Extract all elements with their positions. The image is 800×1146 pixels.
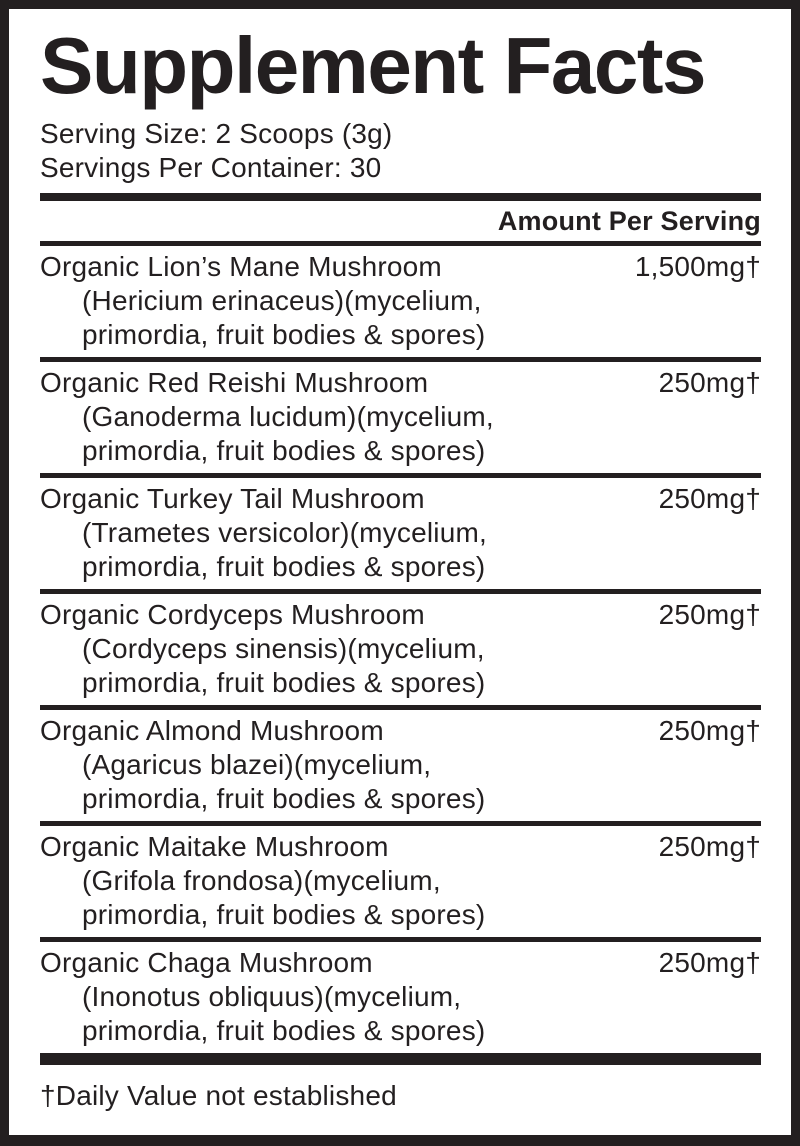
panel-title: Supplement Facts: [40, 21, 706, 110]
ingredient-name: Organic Turkey Tail Mushroom: [40, 483, 425, 515]
divider-thick-bottom: [40, 1053, 761, 1065]
ingredient-amount: 250mg†: [658, 367, 761, 399]
ingredient-name: Organic Cordyceps Mushroom: [40, 599, 425, 631]
ingredient-amount: 250mg†: [658, 831, 761, 863]
ingredient-name: Organic Red Reishi Mushroom: [40, 367, 429, 399]
ingredient-row-head: [40, 598, 761, 632]
ingredient-row: [40, 826, 761, 937]
ingredient-row: [40, 478, 761, 589]
ingredient-detail-line: primordia, fruit bodies & spores): [82, 435, 486, 467]
ingredient-detail-line: (Cordyceps sinensis)(mycelium,: [82, 633, 485, 665]
ingredient-detail-line: primordia, fruit bodies & spores): [82, 899, 486, 931]
ingredient-row-head: [40, 366, 761, 400]
amount-per-serving-header: Amount Per Serving: [497, 206, 761, 237]
ingredient-detail-line: primordia, fruit bodies & spores): [82, 783, 486, 815]
ingredient-row: [40, 942, 761, 1053]
ingredient-detail-line: (Hericium erinaceus)(mycelium,: [82, 285, 482, 317]
ingredient-amount: 250mg†: [658, 947, 761, 979]
ingredient-detail-line: (Grifola frondosa)(mycelium,: [82, 865, 441, 897]
ingredient-row-head: [40, 482, 761, 516]
ingredient-name: Organic Almond Mushroom: [40, 715, 384, 747]
divider-thick-top: [40, 193, 761, 201]
ingredient-name: Organic Lion’s Mane Mushroom: [40, 251, 442, 283]
ingredient-detail-line: primordia, fruit bodies & spores): [82, 319, 486, 351]
ingredient-detail-line: (Trametes versicolor)(mycelium,: [82, 517, 487, 549]
ingredient-detail-line: (Agaricus blazei)(mycelium,: [82, 749, 432, 781]
ingredient-detail-line: (Inonotus obliquus)(mycelium,: [82, 981, 462, 1013]
ingredient-amount: 1,500mg†: [634, 251, 761, 283]
ingredient-name: Organic Chaga Mushroom: [40, 947, 373, 979]
ingredient-row-head: [40, 714, 761, 748]
ingredient-row: [40, 594, 761, 705]
servings-per-container-line: Servings Per Container: 30: [40, 152, 382, 184]
ingredient-amount: 250mg†: [658, 483, 761, 515]
daily-value-footnote: †Daily Value not established: [40, 1080, 397, 1112]
serving-size-line: Serving Size: 2 Scoops (3g): [40, 118, 393, 150]
ingredient-row-head: [40, 830, 761, 864]
ingredient-row: [40, 246, 761, 357]
ingredient-row-head: [40, 946, 761, 980]
ingredient-detail-line: primordia, fruit bodies & spores): [82, 551, 486, 583]
ingredient-row: [40, 710, 761, 821]
ingredient-detail-line: (Ganoderma lucidum)(mycelium,: [82, 401, 494, 433]
ingredient-amount: 250mg†: [658, 599, 761, 631]
ingredient-detail-line: primordia, fruit bodies & spores): [82, 1015, 486, 1047]
ingredient-rows: [40, 246, 761, 1053]
ingredient-row: [40, 362, 761, 473]
ingredient-amount: 250mg†: [658, 715, 761, 747]
ingredient-row-head: [40, 250, 761, 284]
ingredient-name: Organic Maitake Mushroom: [40, 831, 389, 863]
ingredient-detail-line: primordia, fruit bodies & spores): [82, 667, 486, 699]
